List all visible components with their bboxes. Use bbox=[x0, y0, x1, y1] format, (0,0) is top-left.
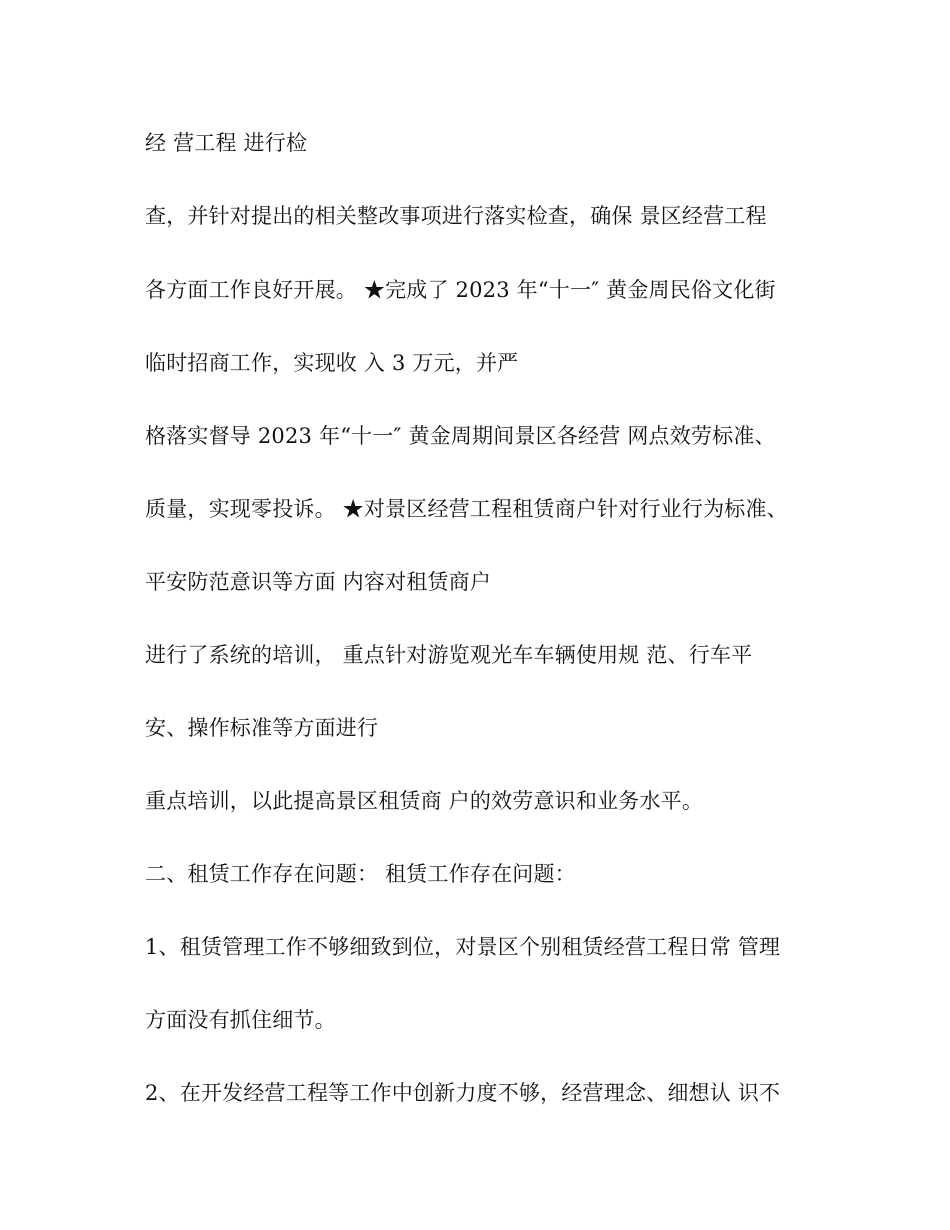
text-line: 查，并针对提出的相关整改事项进行落实检查，确保 景区经营工程 bbox=[145, 204, 767, 228]
text-line: 1、租赁管理工作不够细致到位，对景区个别租赁经营工程日常 管理 bbox=[145, 935, 781, 959]
text-line: 各方面工作良好开展。 ★完成了 2023 年“十一″ 黄金周民俗文化街 bbox=[145, 278, 776, 302]
text-line: 2、在开发经营工程等工作中创新力度不够，经营理念、细想认 识不 bbox=[145, 1081, 781, 1105]
text-line: 格落实督导 2023 年“十一″ 黄金周期间景区各经营 网点效劳标准、 bbox=[145, 424, 776, 448]
text-line: 方面没有抓住细节。 bbox=[145, 1008, 336, 1032]
text-line: 经 营工程 进行检 bbox=[145, 131, 308, 155]
text-line: 安、操作标准等方面进行 bbox=[145, 716, 379, 740]
section-heading: 二、租赁工作存在问题： 租赁工作存在问题： bbox=[145, 862, 576, 886]
text-line: 进行了系统的培训， 重点针对游览观光车车辆使用规 范、行车平 bbox=[145, 643, 753, 667]
text-line: 平安防范意识等方面 内容对租赁商户 bbox=[145, 570, 492, 594]
text-line: 质量，实现零投诉。 ★对景区经营工程租赁商户针对行业行为标准、 bbox=[145, 497, 788, 521]
text-line: 重点培训，以此提高景区租赁商 户的效劳意识和业务水平。 bbox=[145, 789, 704, 813]
text-line: 临时招商工作，实现收 入 3 万元，并严 bbox=[145, 351, 519, 375]
